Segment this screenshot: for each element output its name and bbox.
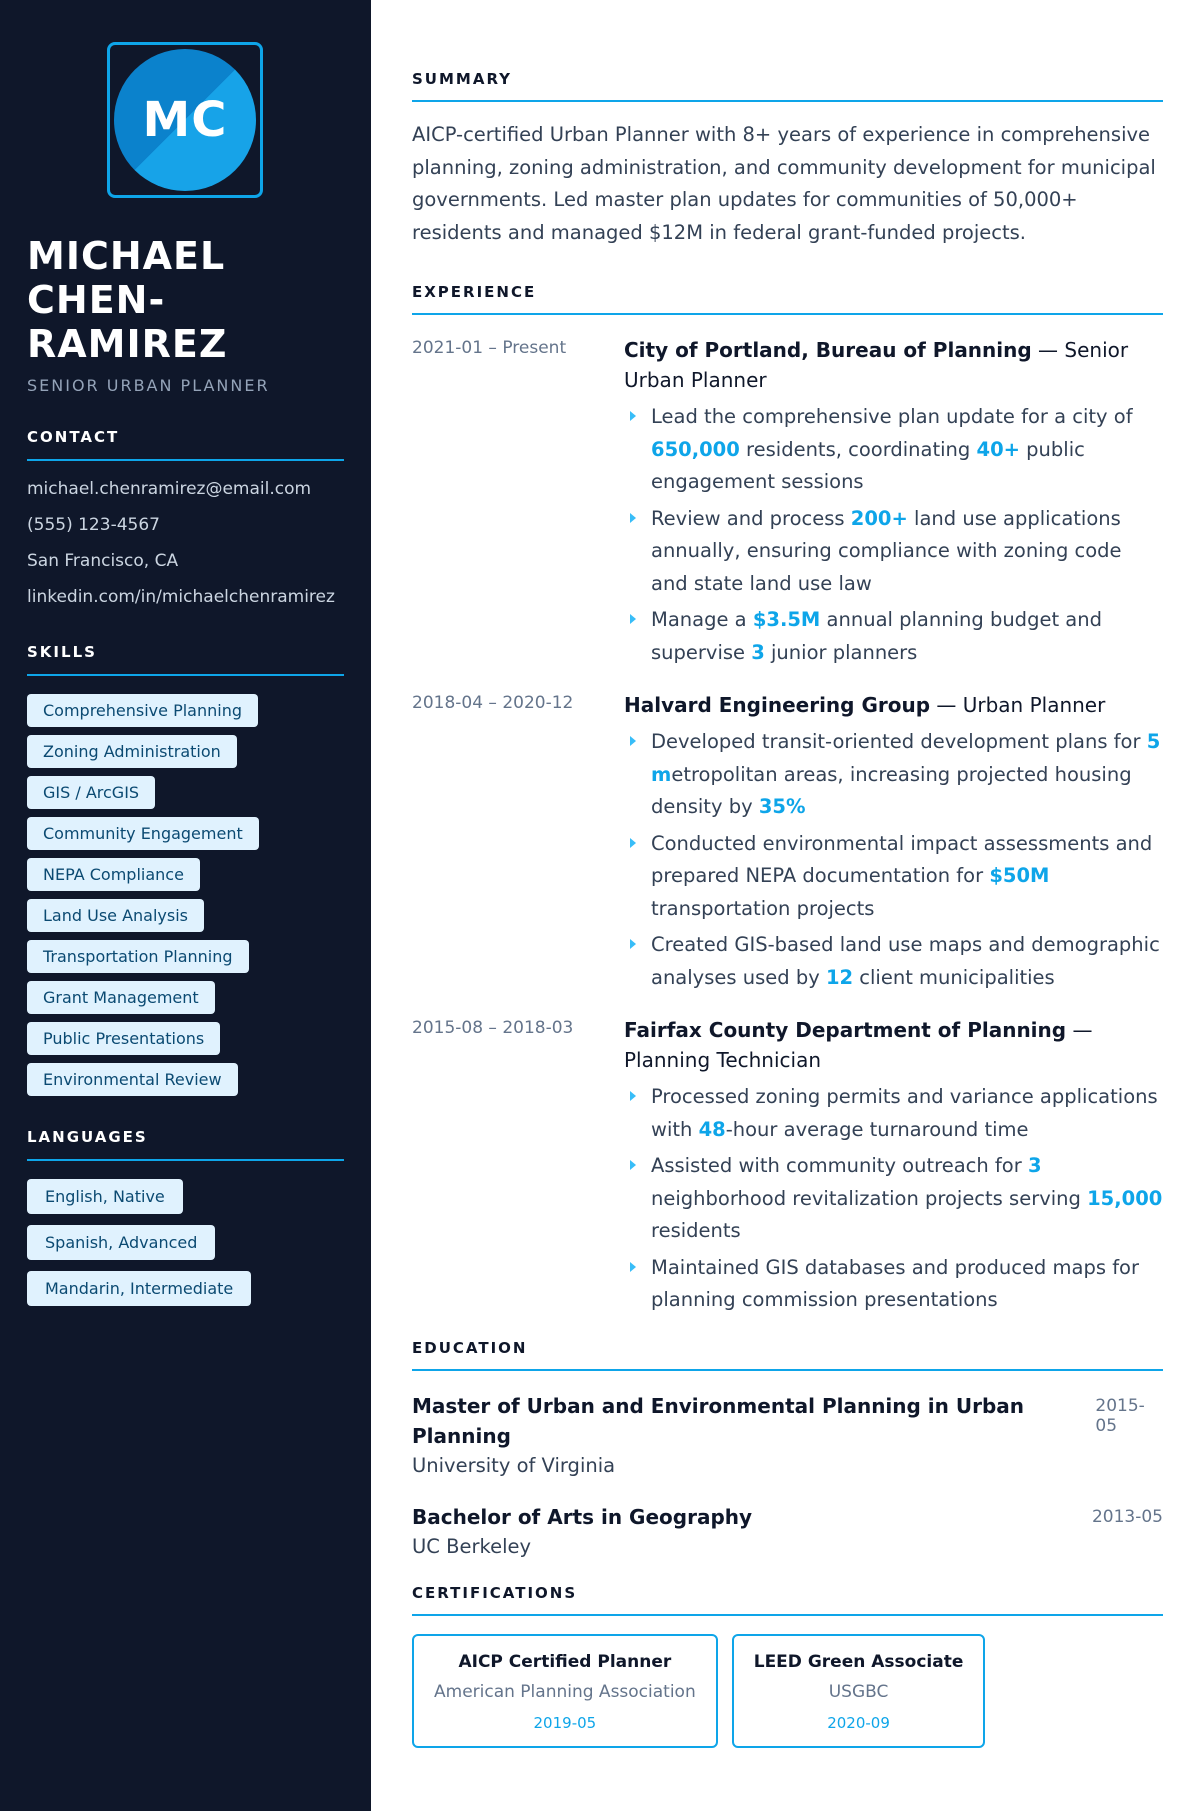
bullet-highlight: 35%: [758, 795, 806, 818]
bullet-text: Developed transit-oriented development plans for: [651, 730, 1147, 753]
contact-email[interactable]: michael.chenramirez@email.com: [27, 479, 312, 499]
bullet-highlight: m: [651, 762, 672, 786]
bullet-text: Assisted with community outreach for: [651, 1154, 1028, 1177]
bullet-arrow-icon: [630, 838, 636, 848]
bullet-item: [624, 1081, 1163, 1146]
contact-phone[interactable]: (555) 123-4567: [27, 515, 160, 535]
job-bullets: [624, 726, 1163, 994]
bullet-text: client municipalities: [853, 965, 1055, 989]
bullet-text: junior planners: [764, 640, 918, 664]
certification-name: LEED Green Associate: [753, 1651, 964, 1672]
job-dates: 2021-01 – Present: [412, 338, 567, 358]
job-dates: 2015-08 – 2018-03: [412, 1018, 574, 1038]
bullet-highlight: $3.5M: [752, 608, 821, 631]
certifications-heading: CERTIFICATIONS: [412, 1584, 1163, 1616]
bullet-item: [624, 604, 1163, 669]
job-body: [624, 1015, 1163, 1321]
education-date: 2013-05: [1091, 1506, 1163, 1527]
language-chip: English, Native: [27, 1179, 183, 1214]
bullet-text: land use applications annually, ensuring compliance with zoning code and state land use law: [651, 506, 1122, 595]
job-company: Halvard Engineering Group: [624, 693, 931, 717]
skill-chip-row: [27, 735, 344, 776]
bullet-item: [624, 726, 1163, 824]
job-body: [624, 690, 1163, 998]
job-bullets: [624, 1081, 1163, 1317]
contact-section: [27, 428, 344, 610]
bullet-text: annual planning budget and supervise: [651, 608, 1102, 664]
bullet-text: -hour average turnaround time: [725, 1117, 1029, 1141]
skill-chip: Environmental Review: [27, 1063, 238, 1096]
job-company: City of Portland, Bureau of Planning: [624, 338, 1032, 362]
bullet-arrow-icon: [630, 1160, 636, 1170]
skills-heading: SKILLS: [27, 643, 344, 676]
education-details: [412, 1502, 752, 1562]
education-list: [412, 1391, 1163, 1562]
certification-card: [732, 1634, 986, 1748]
skill-chip: Community Engagement: [27, 817, 259, 850]
bullet-highlight: $50M: [989, 864, 1050, 887]
language-list: [27, 1179, 344, 1317]
avatar-initials: MC: [142, 92, 228, 148]
bullet-text: neighborhood revitalization projects serving: [651, 1186, 1088, 1210]
job-role: Senior Urban Planner: [624, 338, 1129, 392]
language-chip-row: [27, 1179, 344, 1225]
certification-org: USGBC: [828, 1681, 889, 1702]
bullet-text: public engagement sessions: [651, 437, 1085, 493]
experience-item: [412, 1015, 1163, 1321]
bullet-highlight: 12: [825, 965, 854, 989]
skill-chip: GIS / ArcGIS: [27, 776, 155, 809]
education-school: UC Berkeley: [412, 1534, 532, 1558]
avatar-frame: [107, 42, 263, 198]
skill-chip-row: [27, 940, 344, 981]
summary-section: [412, 70, 1163, 249]
bullet-text: Manage a: [651, 608, 753, 631]
bullet-text: Review and process: [651, 506, 851, 530]
bullet-item: [624, 1150, 1163, 1248]
job-role: Urban Planner: [962, 693, 1106, 717]
skill-chip: Zoning Administration: [27, 735, 237, 768]
job-company: Fairfax County Department of Planning: [624, 1018, 1067, 1042]
experience-heading: EXPERIENCE: [412, 283, 1163, 315]
candidate-title: SENIOR URBAN PLANNER: [27, 376, 270, 395]
bullet-item: [624, 1252, 1163, 1317]
certifications-section: [412, 1584, 1163, 1748]
education-item: [412, 1502, 1163, 1562]
bullet-highlight: 3: [1027, 1154, 1042, 1177]
languages-section: [27, 1128, 344, 1317]
bullet-item: [624, 828, 1163, 926]
bullet-item: [624, 401, 1163, 499]
skill-list: [27, 694, 344, 1104]
bullet-highlight: 48: [698, 1117, 726, 1141]
bullet-text: residents: [651, 1219, 741, 1242]
contact-location: San Francisco, CA: [27, 551, 179, 571]
certification-org: American Planning Association: [434, 1681, 696, 1702]
bullet-highlight: 40+: [976, 437, 1020, 461]
language-chip: Mandarin, Intermediate: [27, 1271, 251, 1306]
bullet-text: etropolitan areas, increasing projected housing density by: [651, 762, 1132, 818]
bullet-arrow-icon: [630, 513, 636, 523]
bullet-item: [624, 929, 1163, 994]
skill-chip: Land Use Analysis: [27, 899, 204, 932]
job-title: [624, 335, 1163, 395]
bullet-arrow-icon: [630, 1091, 636, 1101]
skills-section: [27, 643, 344, 1104]
candidate-name: MICHAEL CHEN-RAMIREZ: [27, 234, 228, 366]
experience-list: [412, 335, 1163, 1321]
education-degree: Master of Urban and Environmental Planning in Urban Planning: [412, 1393, 1025, 1448]
bullet-arrow-icon: [630, 614, 636, 624]
language-chip-row: [27, 1225, 344, 1271]
skill-chip-row: [27, 899, 344, 940]
experience-item: [412, 690, 1163, 998]
bullet-item: [624, 503, 1163, 601]
skill-chip-row: [27, 981, 344, 1022]
certification-name: AICP Certified Planner: [458, 1651, 672, 1672]
summary-text: AICP-certified Urban Planner with 8+ years of experience in comprehensive planning, zoning administration, and community development for municipal governments. Led master plan updates for communities of 50,000+ residents and managed $12M in federal grant-funded projects.: [412, 123, 1156, 244]
job-title: [624, 1015, 1163, 1075]
bullet-text: transportation projects: [651, 896, 875, 920]
skill-chip-row: [27, 694, 344, 735]
skill-chip: Transportation Planning: [27, 940, 249, 973]
certification-card: [412, 1634, 718, 1748]
skill-chip-row: [27, 1063, 344, 1104]
bullet-text: Maintained GIS databases and produced maps for planning commission presentations: [651, 1255, 1140, 1311]
contact-list: [27, 477, 344, 610]
education-school: University of Virginia: [412, 1453, 616, 1477]
skill-chip-row: [27, 858, 344, 899]
bullet-arrow-icon: [630, 939, 636, 949]
summary-heading: SUMMARY: [412, 70, 1163, 102]
bullet-text: Created GIS-based land use maps and demographic analyses used by: [651, 933, 1160, 989]
education-degree: Bachelor of Arts in Geography: [412, 1504, 753, 1529]
job-separator: —: [1066, 1018, 1093, 1042]
avatar: [114, 49, 256, 191]
skill-chip-row: [27, 1022, 344, 1063]
skill-chip: Grant Management: [27, 981, 215, 1014]
education-date: 2015-05: [1095, 1395, 1145, 1436]
experience-item: [412, 335, 1163, 673]
language-chip-row: [27, 1271, 344, 1317]
contact-heading: CONTACT: [27, 428, 344, 461]
bullet-highlight: 650,000: [651, 437, 740, 461]
bullet-arrow-icon: [630, 736, 636, 746]
bullet-arrow-icon: [630, 411, 636, 421]
bullet-highlight: 200+: [850, 506, 908, 530]
bullet-highlight: 3: [751, 640, 765, 664]
skill-chip: Comprehensive Planning: [27, 694, 258, 727]
bullet-text: residents, coordinating: [739, 437, 977, 461]
language-chip: Spanish, Advanced: [27, 1225, 215, 1260]
bullet-text: Processed zoning permits and variance applications with: [651, 1085, 1158, 1141]
certification-date: 2020-09: [827, 1713, 890, 1732]
certification-list: [412, 1634, 1163, 1748]
job-body: [624, 335, 1163, 673]
bullet-text: Conducted environmental impact assessments and prepared NEPA documentation for: [651, 831, 1153, 887]
job-title: [624, 690, 1163, 720]
skill-chip: Public Presentations: [27, 1022, 220, 1055]
experience-section: [412, 283, 1163, 1321]
bullet-highlight: 5: [1146, 730, 1161, 753]
education-item: [412, 1391, 1163, 1481]
skill-chip-row: [27, 776, 344, 817]
certification-date: 2019-05: [533, 1713, 597, 1732]
bullet-highlight: 15,000: [1087, 1186, 1163, 1210]
job-separator: —: [1031, 338, 1065, 362]
main-content: [371, 0, 1191, 1811]
job-separator: —: [930, 693, 963, 717]
skill-chip: NEPA Compliance: [27, 858, 200, 891]
job-bullets: [624, 401, 1163, 669]
bullet-arrow-icon: [630, 1262, 636, 1272]
education-heading: EDUCATION: [412, 1339, 1163, 1371]
job-dates: 2018-04 – 2020-12: [412, 693, 574, 713]
bullet-text: Lead the comprehensive plan update for a city of: [651, 405, 1133, 428]
languages-heading: LANGUAGES: [27, 1128, 344, 1161]
education-details: [412, 1391, 1095, 1481]
sidebar: [0, 0, 371, 1811]
contact-linkedin[interactable]: linkedin.com/in/michaelchenramirez: [27, 587, 335, 607]
skill-chip-row: [27, 817, 344, 858]
job-role: Planning Technician: [624, 1048, 822, 1072]
education-section: [412, 1339, 1163, 1562]
